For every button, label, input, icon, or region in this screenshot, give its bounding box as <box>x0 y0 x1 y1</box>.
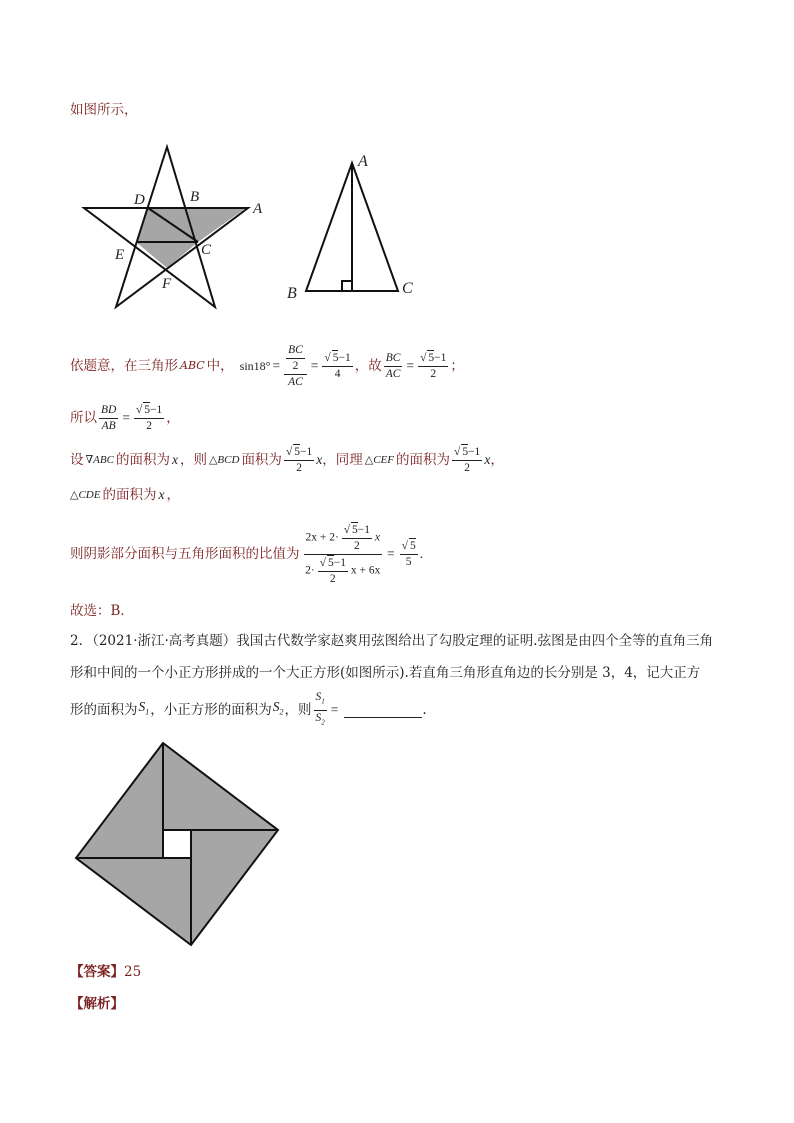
derivation-line-5: 则阴影部分面积与五角形面积的比值为 2x + 2· $\frac{√ 5-1}{2}$ x 2· $\frac{√ 5-1}{2}$ x + 6x = $\frac{√ 5}{5}$ . <box>70 523 424 585</box>
answer-choice: 故选：B． <box>70 603 134 619</box>
question-2-line-2: 形和中间的一个小正方形拼成的一个大正方形(如图所示).若直角三角形直角边的长分别是 3，4，记大正方 <box>70 665 701 681</box>
fraction-bcd-area: $\frac{√ 5-1}{2}$ <box>285 446 313 474</box>
triangle-figure <box>280 145 425 305</box>
s1-symbol: $S_1$ <box>138 699 150 717</box>
tri-label-C: C <box>402 280 413 297</box>
answer-value: 25 <box>124 964 142 980</box>
fraction-result-root5-over-5: $\frac{√ 5}{5}$ <box>401 540 416 568</box>
star-figure <box>75 140 275 315</box>
derivation-line-1: 依题意，在三角形 ABC 中， sin18° = $\frac{\frac{BC}{2}}{AC}$ = $\frac{√ 5-1}{4}$ ，故 $\frac{BC}{AC}$ = $\frac{√ 5-1}{2}$ ； <box>70 343 464 388</box>
xian-tu-diagram <box>70 738 285 950</box>
label-F: F <box>162 276 172 292</box>
fraction-shaded-ratio: 2x + 2· $\frac{√ 5-1}{2}$ x 2· $\frac{√ 5-1}{2}$ x + 6x <box>305 523 381 585</box>
label-C: C <box>201 242 212 258</box>
fraction-bd-over-ab: $\frac{BD}{AB}$ <box>101 403 117 432</box>
answer-line <box>70 962 141 982</box>
tri-label-B: B <box>287 285 297 302</box>
question-2-line-1: 2．（2021·浙江·高考真题）我国古代数学家赵爽用弦图给出了勾股定理的证明.弦图是由四个全等的直角三角 <box>70 633 714 649</box>
s2-symbol: $S_2$ <box>272 699 284 717</box>
label-B: B <box>190 189 200 205</box>
analysis-label: 【解析】 <box>70 996 124 1012</box>
right-angle-mark <box>342 281 352 291</box>
label-D: D <box>134 192 145 208</box>
fraction-s1-over-s2: $\frac{S_1}{S_2}$ <box>315 691 325 726</box>
question-2-line-3: 形的面积为 $S_1$ ，小正方形的面积为 $S_2$ ，则 $\frac{S_1}{S_2}$ = . <box>70 692 427 728</box>
derivation-line-3: 设 ∇ABC 的面积为 x ，则 △BCD 面积为 $\frac{√ 5-1}{2}$ x ，同理 △CEF 的面积为 $\frac{√ 5-1}{2}$ x ， <box>70 446 504 474</box>
label-A: A <box>253 201 263 217</box>
derivation-line-2: 所以 $\frac{BD}{AB}$ = $\frac{√ 5-1}{2}$ ， <box>70 403 180 432</box>
fraction-golden-ratio-1: $\frac{√ 5-1}{2}$ <box>420 352 447 380</box>
fraction-bc-over-ac: $\frac{BC}{AC}$ <box>385 351 401 380</box>
fraction-root5-minus1-over-4: $\frac{√ 5-1}{4}$ <box>324 352 351 380</box>
answer-blank <box>344 703 422 718</box>
fraction-golden-ratio-2: $\frac{√ 5-1}{2}$ <box>135 404 163 432</box>
intro-text: 如图所示， <box>70 102 138 118</box>
tri-label-A: A <box>358 153 368 170</box>
derivation-line-4: △CDE 的面积为 x ， <box>70 487 180 503</box>
answer-label: 【答案】 <box>70 964 124 980</box>
label-E: E <box>115 247 125 263</box>
small-square <box>163 830 191 858</box>
fraction-cef-area: $\frac{√ 5-1}{2}$ <box>454 446 481 474</box>
fraction-bc2-over-ac: $\frac{\frac{BC}{2}}{AC}$ <box>284 343 307 390</box>
